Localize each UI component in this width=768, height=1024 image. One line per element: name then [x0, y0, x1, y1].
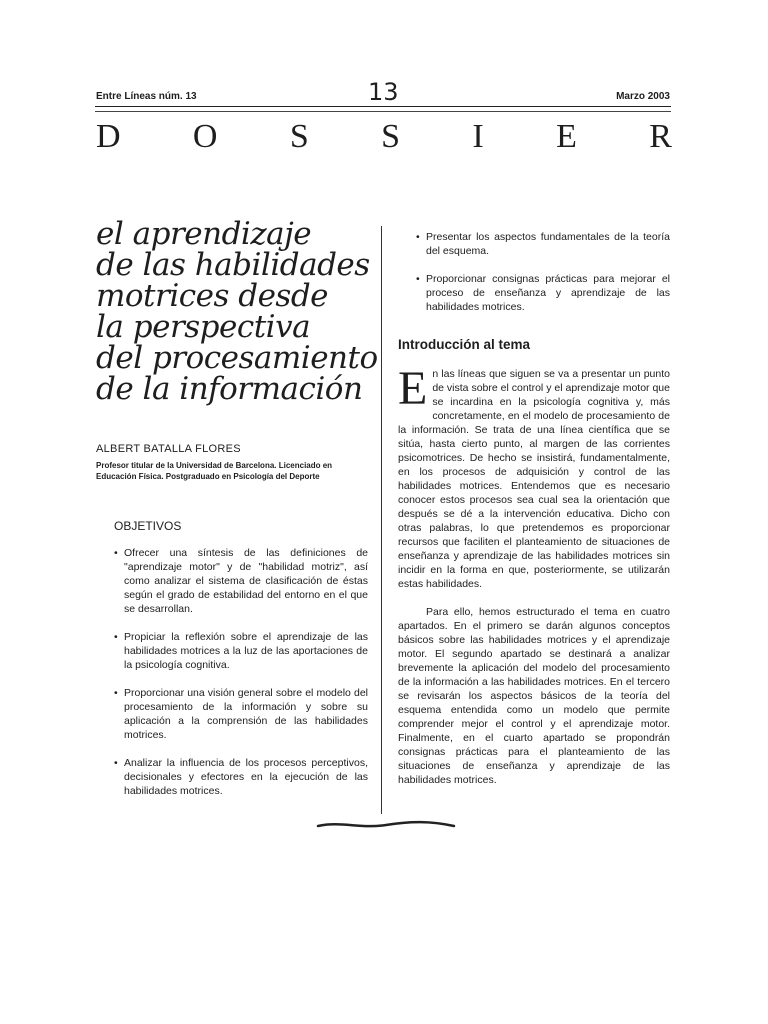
introduction-heading: Introducción al tema — [398, 337, 531, 352]
objective-item: • Propiciar la reflexión sobre el aprendizaje de las habilidades motrices a la luz de las aportaciones de la psicología cognitiva. — [114, 630, 368, 672]
objective-item: • Proporcionar consignas prácticas para mejorar el proceso de enseñanza y aprendizaje de las habilidades motrices. — [416, 272, 670, 314]
title-line: de las habilidades — [96, 247, 370, 283]
title-line: la perspectiva — [96, 309, 311, 345]
issue-date: Marzo 2003 — [616, 91, 670, 102]
section-letter: D — [96, 118, 121, 155]
section-letter: I — [472, 118, 484, 155]
page-number: 13 — [368, 78, 399, 106]
intro-paragraph: Para ello, hemos estructurado el tema en cuatro apartados. En el primero se darán algunos conceptos básicos sobre las habilidades motrices y el aprendizaje motor. El segundo apartado se destinará a analizar brevemente la aplicación del modelo del procesamiento de la información a las habilidades motrices. En el tercero se revisarán los aspectos básicos de la teoría del esquema entendida como un modelo que permite comprender mejor el control y el aprendizaje motor. Finalmente, en el cuarto apartado se propondrán consignas prácticas para el planteamiento de las situaciones de enseñanza y aprendizaje de las habilidades motrices. — [398, 606, 670, 786]
author-name: ALBERT BATALLA FLORES — [96, 443, 241, 455]
section-letter: O — [192, 118, 218, 155]
objectives-list-continued — [416, 230, 670, 328]
objective-item: • Proporcionar una visión general sobre el modelo del procesamiento de la información y sobre su aplicación a la comprensión de las habilidades motrices. — [114, 686, 368, 742]
introduction-body — [398, 362, 670, 801]
author-affiliation: Profesor titular de la Universidad de Barcelona. Licenciado en Educación Física. Postgraduado en Psicología del Deporte — [96, 461, 333, 481]
title-line: motrices desde — [96, 278, 329, 314]
section-letter: S — [381, 118, 401, 155]
section-letter: S — [289, 118, 309, 155]
header-rule-thin — [95, 111, 671, 112]
section-letter: R — [649, 118, 672, 155]
decorative-divider — [316, 818, 456, 832]
title-line: el aprendizaje — [96, 216, 312, 252]
journal-name: Entre Líneas núm. 13 — [96, 91, 197, 102]
intro-paragraph-text: n las líneas que siguen se va a presentar un punto de vista sobre el control y el aprendizaje motor que se incardina en la psicología cognitiva y, más concretamente, en el modelo de procesamiento de la información. Se trata de una línea científica que se sitúa, hasta cierto punto, al margen de las corrientes psicomotrices. De hecho se insistirá, fundamentalmente, en los procesos de adquisición y control de las habilidades motrices. Entendemos que es necesario conocer estos procesos sea cual sea la orientación que después se dé a la intervención educativa. Dicho con otras palabras, lo que pretendemos es proporcionar recursos que faciliten el planteamiento de situaciones de enseñanza y aprendizaje de las habilidades motrices sin incidir en la forma en que, posteriormente, se utilizarán estas habilidades. — [398, 368, 670, 590]
section-letter: E — [556, 118, 577, 155]
objectives-heading: OBJETIVOS — [114, 519, 182, 533]
objective-item: • Analizar la influencia de los procesos perceptivos, decisionales y efectores en la ejecución de las habilidades motrices. — [114, 756, 368, 798]
objective-item: • Presentar los aspectos fundamentales de la teoría del esquema. — [416, 230, 670, 258]
objectives-list — [114, 546, 368, 812]
article-title — [96, 216, 386, 407]
drop-cap: E — [398, 362, 428, 415]
intro-paragraph — [398, 362, 670, 591]
title-line: de la información — [96, 371, 363, 407]
section-title — [96, 118, 672, 158]
header-rule — [95, 106, 671, 107]
objective-item: • Ofrecer una síntesis de las definiciones de "aprendizaje motor" y de "habilidad motriz", así como analizar el sistema de clasificación de éstas según el grado de estabilidad del entorno en el que se desarrollan. — [114, 546, 368, 616]
column-divider — [381, 226, 382, 814]
title-line: del procesamiento — [96, 340, 378, 376]
